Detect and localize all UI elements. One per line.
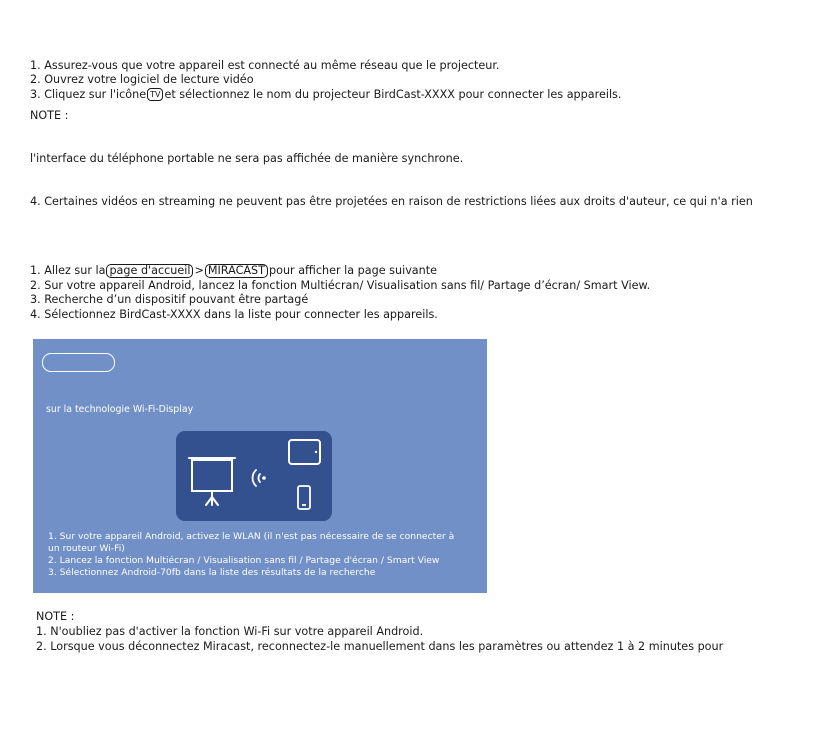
panel-step-line: 2. Lancez la fonction Multiécran / Visualisation sans fil / Partage d'écran / Smart View	[48, 555, 440, 566]
tablet-icon	[289, 440, 320, 464]
section1-step3	[30, 88, 621, 102]
panel-title-pill	[42, 353, 115, 372]
miracast-label: MIRACAST	[205, 264, 268, 278]
panel-step-line: 3. Sélectionnez Android-70fb dans la liste des résultats de la recherche	[48, 567, 376, 578]
note2-label: NOTE :	[36, 610, 75, 623]
section1-step3-after: et sélectionnez le nom du projecteur BirdCast-XXXX pour connecter les appareils.	[164, 88, 622, 101]
arrow-sep: >	[194, 264, 204, 277]
panel-step-line: 1. Sur votre appareil Android, activez le WLAN (il n'est pas nécessaire de se connecter à	[48, 531, 455, 542]
section2-step4: 4. Sélectionnez BirdCast-XXXX dans la liste pour connecter les appareils.	[30, 308, 438, 321]
section2-step1	[30, 264, 437, 278]
wireless-signal-icon	[253, 470, 266, 486]
section2-step1-after: pour afficher la page suivante	[269, 264, 438, 277]
section2-step3: 3. Recherche d’un dispositif pouvant être partagé	[30, 293, 309, 306]
panel-subtitle: sur la technologie Wi-Fi-Display	[46, 404, 194, 415]
section1-step1: 1. Assurez-vous que votre appareil est connecté au même réseau que le projecteur.	[30, 59, 500, 72]
section1-step2: 2. Ouvrez votre logiciel de lecture vidéo	[30, 73, 254, 86]
phone-icon	[298, 486, 310, 509]
section1-note-line: l'interface du téléphone portable ne sera pas affichée de manière synchrone.	[30, 152, 464, 165]
section2-step2: 2. Sur votre appareil Android, lancez la fonction Multiécran/ Visualisation sans fil/ Partage d’écran/ Smart View.	[30, 279, 651, 292]
note2-line2: 2. Lorsque vous déconnectez Miracast, reconnectez-le manuellement dans les paramètres ou attendez 1 à 2 minutes pour	[36, 640, 724, 653]
note2-line1: 1. N'oubliez pas d'activer la fonction Wi-Fi sur votre appareil Android.	[36, 625, 424, 638]
projector-screen-icon	[189, 458, 235, 505]
miracast-instruction-panel	[33, 339, 487, 593]
section2-step1-before: 1. Allez sur la	[30, 264, 106, 277]
home-page-label: page d'accueil	[106, 264, 193, 278]
tv-icon: TV	[147, 88, 163, 101]
panel-step-line: un routeur Wi-Fi)	[48, 543, 125, 554]
illustration-box	[176, 431, 332, 521]
section1-note-label: NOTE :	[30, 109, 69, 122]
section1-step3-before: 3. Cliquez sur l'icône	[30, 88, 147, 101]
section1-step4: 4. Certaines vidéos en streaming ne peuvent pas être projetées en raison de restrictions liées aux droits d'auteur, ce qui n'a rien	[30, 195, 753, 208]
illustration-svg	[176, 431, 332, 521]
